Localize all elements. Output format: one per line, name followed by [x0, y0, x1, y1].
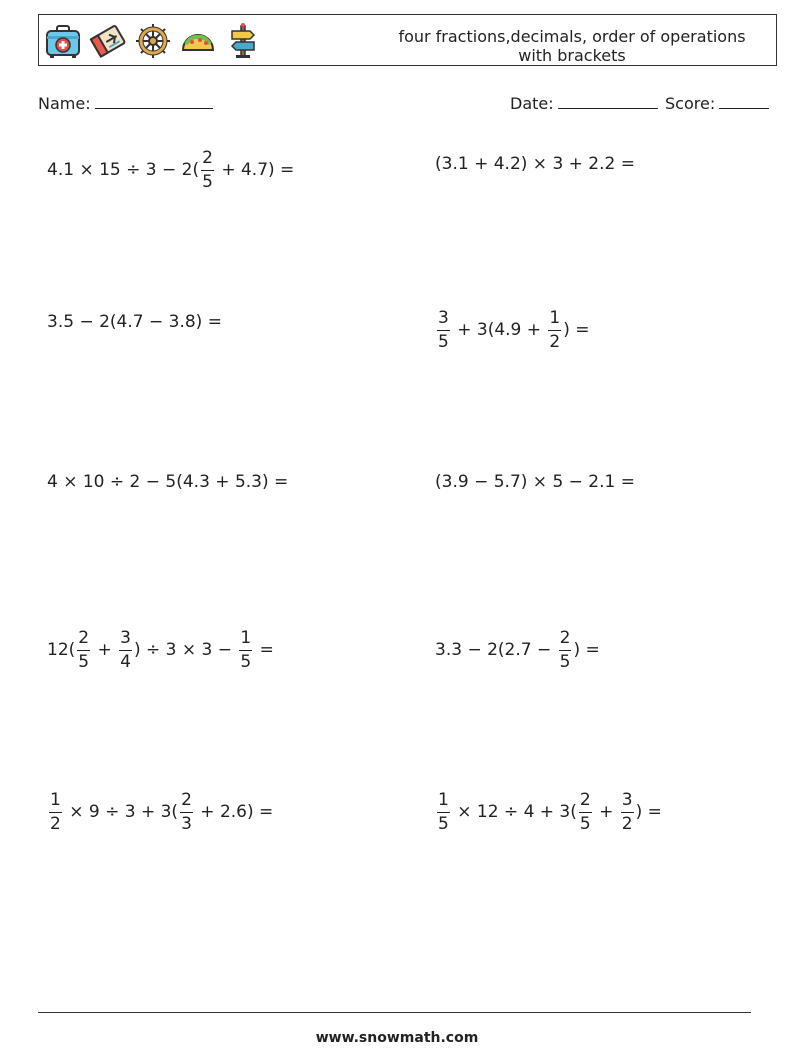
fraction-numerator: 2: [77, 630, 90, 651]
expression-text: 3.3 − 2(2.7 −: [435, 640, 557, 660]
fraction: [49, 789, 62, 834]
expression-text: + 4.7) =: [215, 160, 295, 180]
problem-1: [47, 147, 295, 192]
date-field: [510, 92, 658, 113]
footer-site: www.snowmath.com: [315, 1030, 479, 1046]
problem-8: [435, 628, 600, 672]
fraction-numerator: 2: [180, 792, 193, 813]
fraction-numerator: 3: [119, 630, 132, 651]
problem-3: [47, 308, 222, 336]
name-field: [38, 92, 213, 113]
fraction: [559, 627, 572, 672]
fraction-denominator: 5: [559, 651, 571, 672]
fraction: [437, 789, 450, 834]
footer-divider: [38, 1012, 751, 1013]
score-field: [665, 92, 769, 113]
problem-6: [435, 468, 635, 496]
expression-text: (3.9 − 5.7) × 5 − 2.1 =: [435, 472, 635, 492]
expression-text: 12(: [47, 640, 76, 660]
fraction-denominator: 4: [120, 651, 131, 672]
fraction-denominator: 5: [78, 651, 90, 672]
fraction: [579, 789, 592, 834]
expression-text: =: [254, 640, 274, 660]
name-blank: [95, 92, 213, 109]
fraction-numerator: 3: [621, 792, 634, 813]
ship-wheel-icon: [134, 22, 172, 60]
problem-2: [435, 150, 635, 178]
fraction-numerator: 1: [239, 630, 252, 651]
fraction: [180, 789, 193, 834]
fraction-denominator: 5: [202, 171, 213, 192]
fraction-denominator: 2: [50, 813, 61, 834]
name-label: Name:: [38, 94, 91, 113]
fraction-denominator: 5: [240, 651, 252, 672]
fraction-denominator: 5: [438, 813, 449, 834]
problem-4: [435, 308, 590, 352]
worksheet-title: four fractions,decimals, order of operations with brackets: [398, 27, 746, 65]
expression-text: 4.1 × 15 ÷ 3 − 2(: [47, 160, 200, 180]
fraction-numerator: 2: [559, 630, 572, 651]
fraction-denominator: 2: [549, 331, 561, 352]
expression-text: 3.5 − 2(4.7 − 3.8) =: [47, 312, 222, 332]
fraction-numerator: 3: [437, 310, 450, 331]
expression-text: ) ÷ 3 × 3 −: [133, 640, 238, 660]
worksheet-header: [38, 14, 777, 66]
date-label: Date:: [510, 94, 554, 113]
expression-text: + 3(4.9 +: [451, 320, 547, 340]
fraction-denominator: 3: [181, 813, 192, 834]
expression-text: +: [92, 640, 118, 660]
signpost-icon: [224, 22, 262, 60]
problem-5: [47, 468, 288, 496]
expression-text: × 12 ÷ 4 + 3(: [451, 802, 577, 822]
expression-text: +: [593, 802, 619, 822]
expression-text: ) =: [635, 802, 662, 822]
medical-kit-icon: [44, 22, 82, 60]
taco-icon: [179, 22, 217, 60]
fraction: [548, 307, 561, 352]
ticket-icon: [89, 22, 127, 60]
score-blank: [719, 92, 769, 109]
fraction: [201, 147, 214, 192]
fraction-denominator: 5: [579, 813, 591, 834]
fraction-denominator: 2: [621, 813, 633, 834]
problem-9: [47, 790, 273, 834]
problem-10: [435, 790, 662, 834]
fraction-numerator: 2: [579, 792, 592, 813]
fraction: [437, 307, 450, 352]
expression-text: ) =: [573, 640, 600, 660]
date-blank: [558, 92, 658, 109]
fraction-numerator: 1: [437, 792, 450, 813]
fraction: [119, 627, 132, 672]
fraction: [77, 627, 90, 672]
expression-text: + 2.6) =: [194, 802, 274, 822]
fraction: [621, 789, 634, 834]
fraction: [239, 627, 252, 672]
fraction-denominator: 5: [438, 331, 449, 352]
expression-text: × 9 ÷ 3 + 3(: [63, 802, 179, 822]
expression-text: ) =: [563, 320, 590, 340]
fraction-numerator: 2: [201, 150, 214, 171]
score-label: Score:: [665, 94, 716, 113]
expression-text: (3.1 + 4.2) × 3 + 2.2 =: [435, 154, 635, 174]
problem-7: [47, 628, 274, 672]
fraction-numerator: 1: [49, 792, 62, 813]
expression-text: 4 × 10 ÷ 2 − 5(4.3 + 5.3) =: [47, 472, 289, 492]
fraction-numerator: 1: [548, 310, 561, 331]
header-icons: [44, 21, 262, 61]
